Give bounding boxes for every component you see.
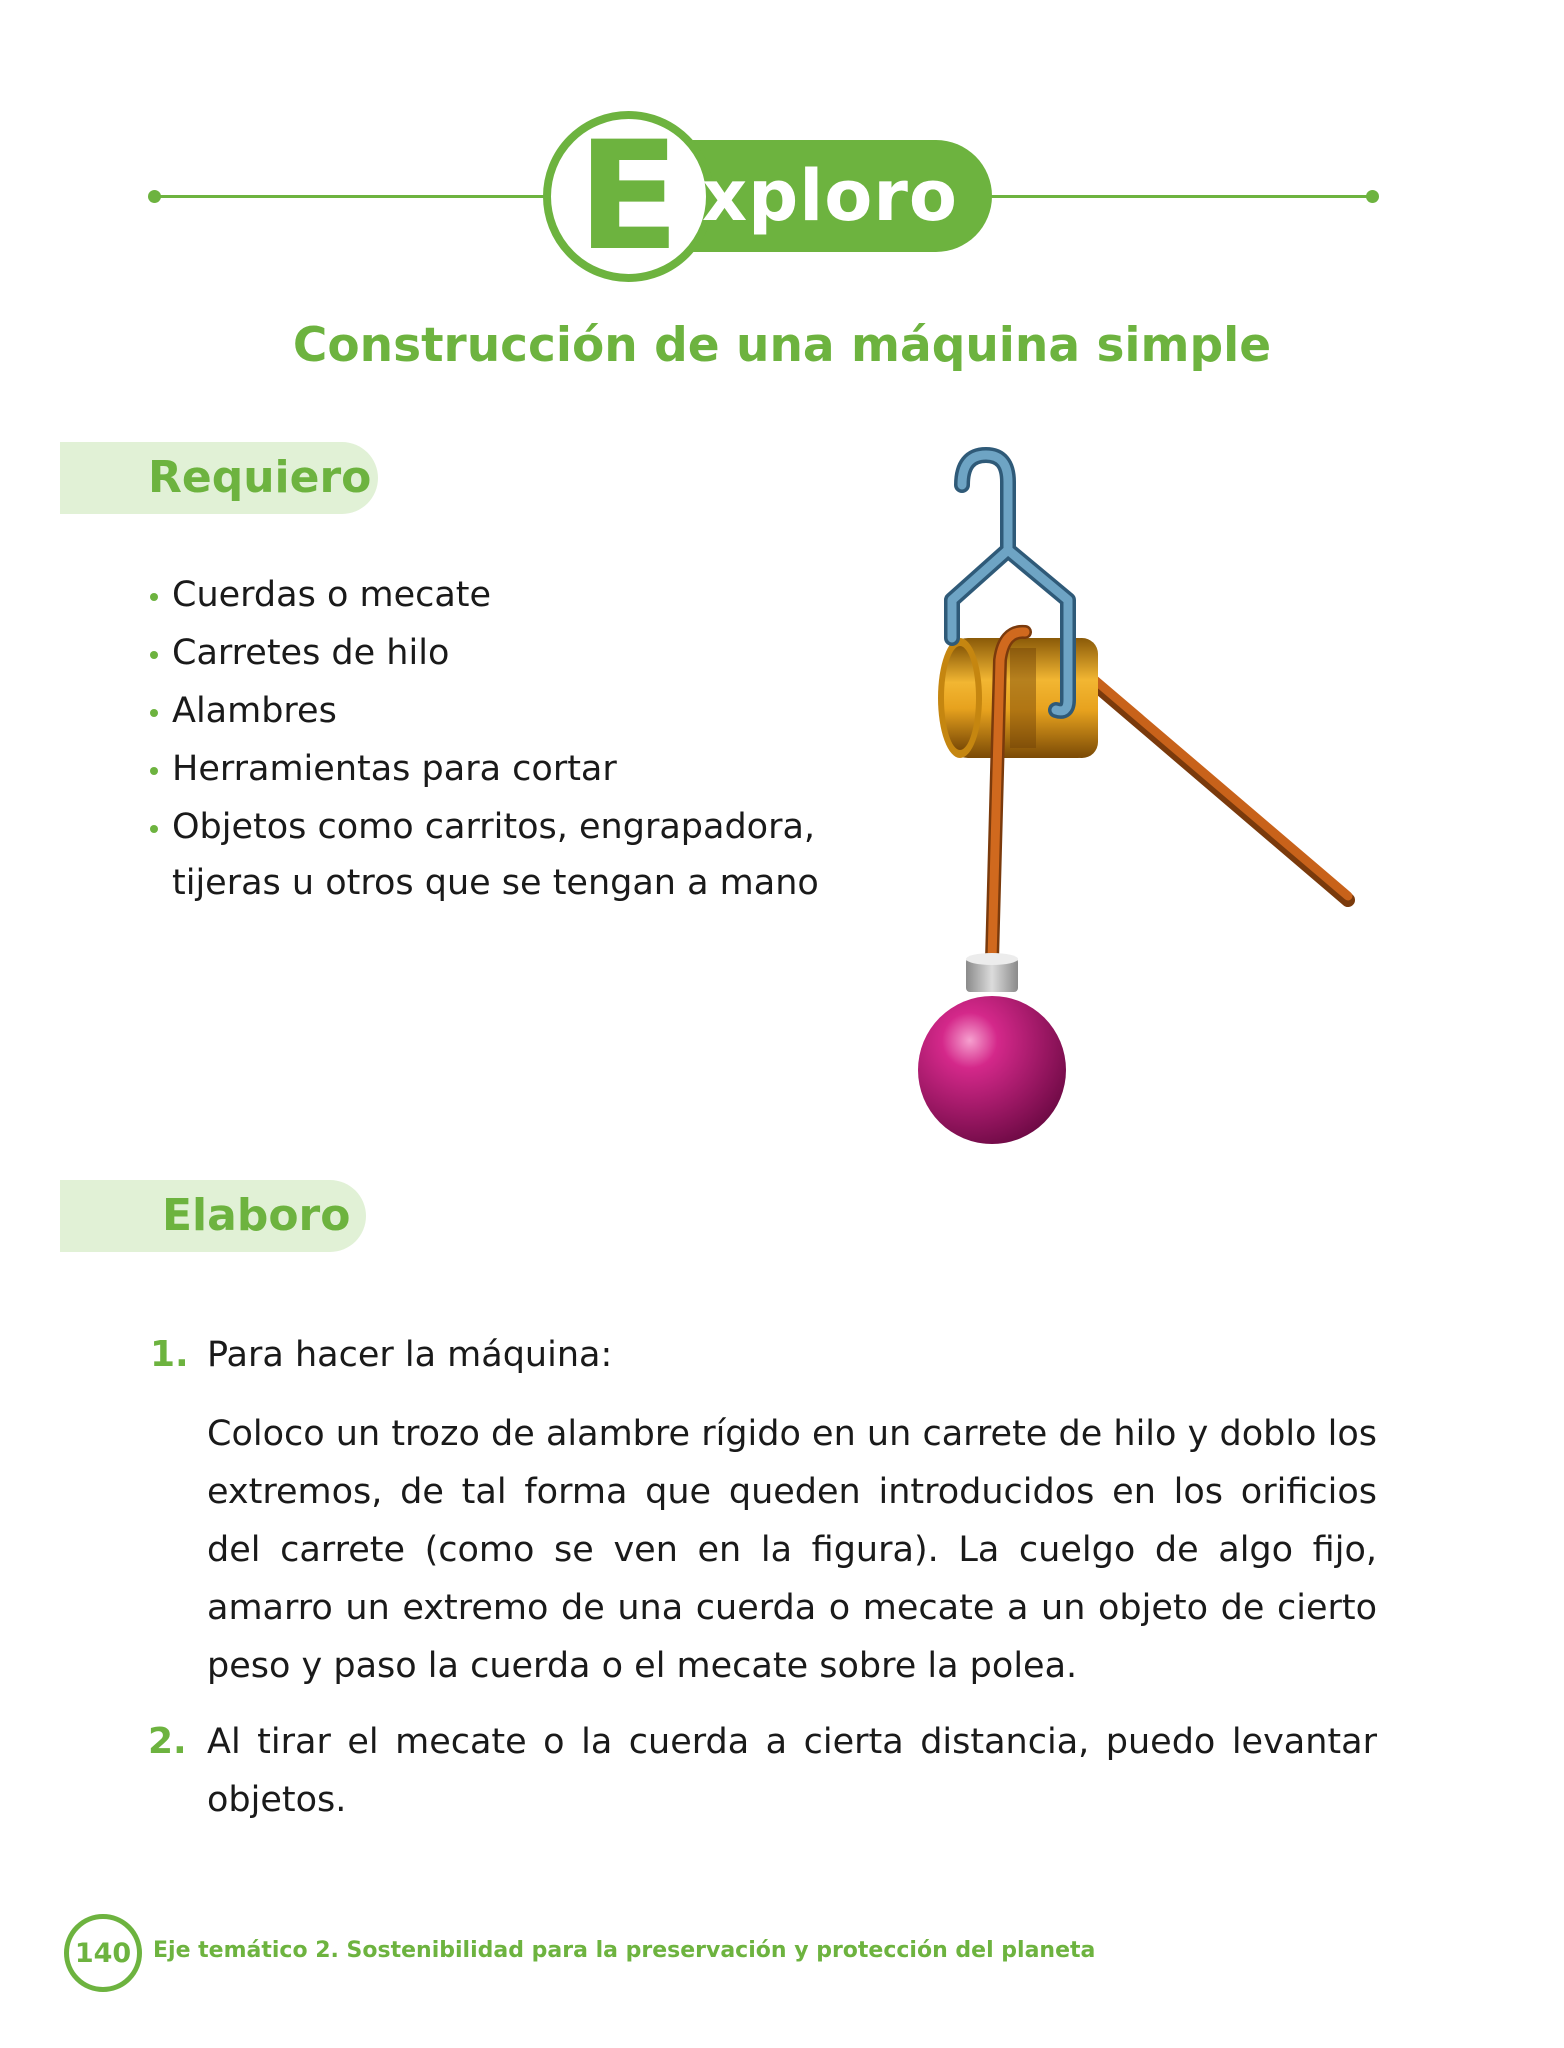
elaboro-heading: Elaboro — [162, 1190, 351, 1241]
elaboro-tab — [60, 1180, 366, 1252]
list-item: Objetos como carritos, engrapadora, tijeras u otros que se tengan a mano — [148, 798, 819, 912]
footer-text: Eje temático 2. Sostenibilidad para la preservación y protección del planeta — [153, 1938, 1096, 1963]
list-item: Carretes de hilo — [148, 624, 819, 682]
list-item: Alambres — [148, 682, 819, 740]
list-item: Cuerdas o mecate — [148, 566, 819, 624]
step-1-text: Coloco un trozo de alambre rígido en un carrete de hilo y doblo los extremos, de tal forma que queden introducidos en los orificios del carrete (como se ven en la figura). La cuelgo de algo fijo, amarro un extremo de una cuerda o mecate a un objeto de cierto peso y paso la cuerda o el mecate sobre la polea. — [207, 1414, 1377, 1686]
page-title: Construcción de una máquina simple — [292, 318, 1272, 373]
list-item-continuation: tijeras u otros que se tengan a mano — [172, 863, 819, 903]
header-dot-right — [1366, 190, 1379, 203]
requiero-heading: Requiero — [148, 452, 372, 503]
header-line-right — [985, 195, 1373, 198]
header-letter: E — [577, 109, 680, 284]
header-word: xploro — [702, 155, 958, 237]
step-number-2: 2. — [148, 1721, 187, 1762]
weight-ball — [918, 953, 1066, 1144]
step-1-lead: Para hacer la máquina: — [207, 1335, 613, 1375]
step-2-text: Al tirar el mecate o la cuerda a cierta distancia, puedo levantar objetos. — [207, 1722, 1377, 1820]
header-line-left — [152, 195, 552, 198]
header-dot-left — [148, 190, 161, 203]
step-number-1: 1. — [150, 1334, 189, 1375]
pulley-illustration — [880, 440, 1380, 1160]
page-number: 140 — [64, 1914, 142, 1992]
materials-list — [148, 566, 819, 912]
list-item: Herramientas para cortar — [148, 740, 819, 798]
requiero-tab — [60, 442, 378, 514]
